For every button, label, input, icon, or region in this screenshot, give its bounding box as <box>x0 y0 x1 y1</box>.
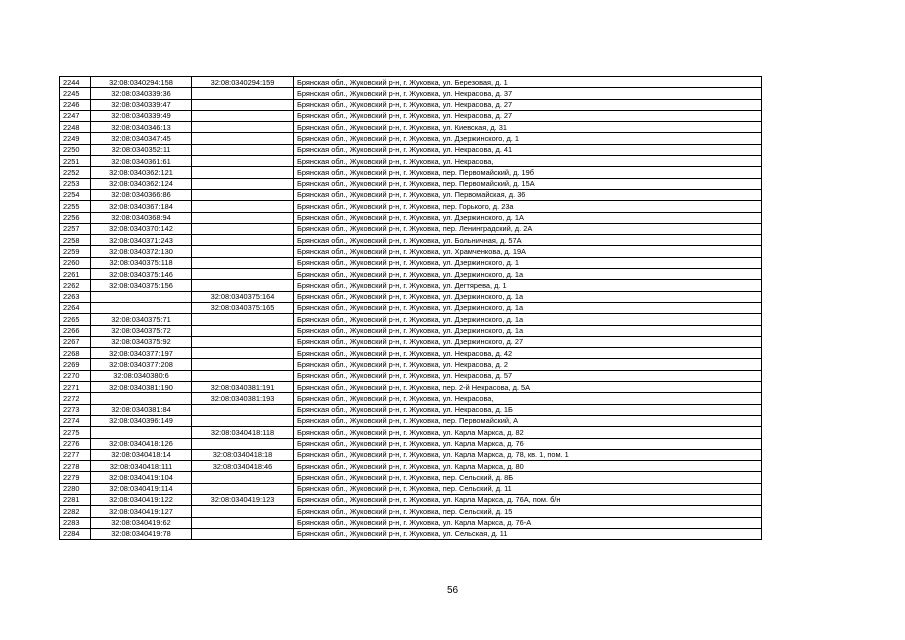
address-cell: Брянская обл., Жуковский р-н, г. Жуковка, ул. Некрасова, <box>294 156 762 167</box>
cadastral-number-cell: 32:08:0340370:142 <box>91 223 192 234</box>
related-cadastral-number-cell <box>192 506 294 517</box>
related-cadastral-number-cell <box>192 314 294 325</box>
cadastral-number-cell: 32:08:0340419:127 <box>91 506 192 517</box>
row-number-cell: 2283 <box>60 517 91 528</box>
related-cadastral-number-cell <box>192 415 294 426</box>
table-row <box>60 348 762 359</box>
address-cell: Брянская обл., Жуковский р-н, г. Жуковка, ул. Киевская, д. 31 <box>294 122 762 133</box>
table-row <box>60 494 762 505</box>
cadastral-number-cell: 32:08:0340381:84 <box>91 404 192 415</box>
related-cadastral-number-cell <box>192 257 294 268</box>
table-row <box>60 472 762 483</box>
cadastral-number-cell <box>91 393 192 404</box>
table-row <box>60 291 762 302</box>
table-row <box>60 370 762 381</box>
related-cadastral-number-cell <box>192 483 294 494</box>
address-cell: Брянская обл., Жуковский р-н, г. Жуковка, ул. Карла Маркса, д. 78, кв. 1, пом. 1 <box>294 449 762 460</box>
row-number-cell: 2261 <box>60 269 91 280</box>
address-cell: Брянская обл., Жуковский р-н, г. Жуковка, ул. Карла Маркса, д. 80 <box>294 461 762 472</box>
cadastral-number-cell: 32:08:0340375:146 <box>91 269 192 280</box>
table-row <box>60 427 762 438</box>
related-cadastral-number-cell <box>192 122 294 133</box>
address-cell: Брянская обл., Жуковский р-н, г. Жуковка, ул. Березовая, д. 1 <box>294 77 762 88</box>
cadastral-number-cell: 32:08:0340375:71 <box>91 314 192 325</box>
cadastral-number-cell: 32:08:0340361:61 <box>91 156 192 167</box>
related-cadastral-number-cell <box>192 404 294 415</box>
table-row <box>60 336 762 347</box>
row-number-cell: 2284 <box>60 528 91 539</box>
related-cadastral-number-cell <box>192 325 294 336</box>
related-cadastral-number-cell: 32:08:0340418:46 <box>192 461 294 472</box>
row-number-cell: 2282 <box>60 506 91 517</box>
address-cell: Брянская обл., Жуковский р-н, г. Жуковка, ул. Дзержинского, д. 1а <box>294 291 762 302</box>
cadastral-number-cell: 32:08:0340396:149 <box>91 415 192 426</box>
row-number-cell: 2252 <box>60 167 91 178</box>
related-cadastral-number-cell <box>192 167 294 178</box>
row-number-cell: 2269 <box>60 359 91 370</box>
cadastral-number-cell: 32:08:0340368:94 <box>91 212 192 223</box>
address-cell: Брянская обл., Жуковский р-н, г. Жуковка, ул. Дегтярева, д. 1 <box>294 280 762 291</box>
related-cadastral-number-cell <box>192 178 294 189</box>
cadastral-number-cell: 32:08:0340375:118 <box>91 257 192 268</box>
cadastral-number-cell: 32:08:0340362:121 <box>91 167 192 178</box>
related-cadastral-number-cell <box>192 472 294 483</box>
cadastral-number-cell: 32:08:0340418:14 <box>91 449 192 460</box>
table-row <box>60 314 762 325</box>
address-cell: Брянская обл., Жуковский р-н, г. Жуковка, ул. Некрасова, д. 2 <box>294 359 762 370</box>
row-number-cell: 2248 <box>60 122 91 133</box>
table-row <box>60 280 762 291</box>
table-row <box>60 269 762 280</box>
row-number-cell: 2246 <box>60 99 91 110</box>
address-cell: Брянская обл., Жуковский р-н, г. Жуковка, ул. Некрасова, д. 1Б <box>294 404 762 415</box>
related-cadastral-number-cell <box>192 336 294 347</box>
table-row <box>60 122 762 133</box>
row-number-cell: 2259 <box>60 246 91 257</box>
related-cadastral-number-cell: 32:08:0340294:159 <box>192 77 294 88</box>
table-row <box>60 257 762 268</box>
row-number-cell: 2247 <box>60 110 91 121</box>
row-number-cell: 2262 <box>60 280 91 291</box>
table-row <box>60 201 762 212</box>
table-row <box>60 506 762 517</box>
row-number-cell: 2279 <box>60 472 91 483</box>
related-cadastral-number-cell: 32:08:0340375:165 <box>192 302 294 313</box>
related-cadastral-number-cell <box>192 269 294 280</box>
cadastral-number-cell: 32:08:0340375:156 <box>91 280 192 291</box>
row-number-cell: 2265 <box>60 314 91 325</box>
cadastral-number-cell: 32:08:0340352:11 <box>91 144 192 155</box>
address-cell: Брянская обл., Жуковский р-н, г. Жуковка, ул. Дзержинского, д. 27 <box>294 336 762 347</box>
address-cell: Брянская обл., Жуковский р-н, г. Жуковка, ул. Карла Маркса, д. 76А, пом. б/н <box>294 494 762 505</box>
row-number-cell: 2254 <box>60 189 91 200</box>
related-cadastral-number-cell: 32:08:0340375:164 <box>192 291 294 302</box>
row-number-cell: 2271 <box>60 382 91 393</box>
related-cadastral-number-cell <box>192 246 294 257</box>
cadastral-number-cell: 32:08:0340339:47 <box>91 99 192 110</box>
cadastral-number-cell: 32:08:0340380:6 <box>91 370 192 381</box>
row-number-cell: 2273 <box>60 404 91 415</box>
cadastral-number-cell: 32:08:0340372:130 <box>91 246 192 257</box>
address-cell: Брянская обл., Жуковский р-н, г. Жуковка, пер. 2-й Некрасова, д. 5А <box>294 382 762 393</box>
row-number-cell: 2258 <box>60 235 91 246</box>
table-row <box>60 178 762 189</box>
related-cadastral-number-cell <box>192 348 294 359</box>
cadastral-number-cell: 32:08:0340377:197 <box>91 348 192 359</box>
cadastral-number-cell: 32:08:0340418:126 <box>91 438 192 449</box>
address-cell: Брянская обл., Жуковский р-н, г. Жуковка, ул. Карла Маркса, д. 76-А <box>294 517 762 528</box>
related-cadastral-number-cell <box>192 99 294 110</box>
address-cell: Брянская обл., Жуковский р-н, г. Жуковка, ул. Дзержинского, д. 1 <box>294 133 762 144</box>
address-cell: Брянская обл., Жуковский р-н, г. Жуковка, ул. Сельская, д. 11 <box>294 528 762 539</box>
row-number-cell: 2266 <box>60 325 91 336</box>
address-cell: Брянская обл., Жуковский р-н, г. Жуковка, пер. Первомайский, А <box>294 415 762 426</box>
table-row <box>60 99 762 110</box>
table-row <box>60 167 762 178</box>
related-cadastral-number-cell <box>192 144 294 155</box>
address-cell: Брянская обл., Жуковский р-н, г. Жуковка, ул. Некрасова, <box>294 393 762 404</box>
related-cadastral-number-cell <box>192 133 294 144</box>
address-cell: Брянская обл., Жуковский р-н, г. Жуковка, ул. Некрасова, д. 27 <box>294 99 762 110</box>
address-cell: Брянская обл., Жуковский р-н, г. Жуковка, ул. Дзержинского, д. 1а <box>294 314 762 325</box>
cadastral-number-cell: 32:08:0340366:86 <box>91 189 192 200</box>
table-row <box>60 415 762 426</box>
cadastral-number-cell <box>91 427 192 438</box>
row-number-cell: 2280 <box>60 483 91 494</box>
table-row <box>60 246 762 257</box>
related-cadastral-number-cell <box>192 370 294 381</box>
row-number-cell: 2251 <box>60 156 91 167</box>
address-cell: Брянская обл., Жуковский р-н, г. Жуковка, ул. Дзержинского, д. 1а <box>294 269 762 280</box>
table-row <box>60 449 762 460</box>
row-number-cell: 2268 <box>60 348 91 359</box>
row-number-cell: 2274 <box>60 415 91 426</box>
row-number-cell: 2255 <box>60 201 91 212</box>
cadastral-number-cell: 32:08:0340367:184 <box>91 201 192 212</box>
address-cell: Брянская обл., Жуковский р-н, г. Жуковка, ул. Некрасова, д. 27 <box>294 110 762 121</box>
related-cadastral-number-cell: 32:08:0340381:191 <box>192 382 294 393</box>
address-cell: Брянская обл., Жуковский р-н, г. Жуковка, пер. Первомайский, д. 15А <box>294 178 762 189</box>
row-number-cell: 2267 <box>60 336 91 347</box>
cadastral-number-cell <box>91 291 192 302</box>
row-number-cell: 2272 <box>60 393 91 404</box>
row-number-cell: 2275 <box>60 427 91 438</box>
related-cadastral-number-cell <box>192 212 294 223</box>
table-row <box>60 359 762 370</box>
cadastral-number-cell: 32:08:0340339:36 <box>91 88 192 99</box>
row-number-cell: 2263 <box>60 291 91 302</box>
cadastral-number-cell <box>91 302 192 313</box>
row-number-cell: 2253 <box>60 178 91 189</box>
related-cadastral-number-cell: 32:08:0340381:193 <box>192 393 294 404</box>
table-row <box>60 223 762 234</box>
related-cadastral-number-cell <box>192 201 294 212</box>
address-cell: Брянская обл., Жуковский р-н, г. Жуковка, ул. Некрасова, д. 37 <box>294 88 762 99</box>
table-row <box>60 382 762 393</box>
row-number-cell: 2245 <box>60 88 91 99</box>
cadastral-number-cell: 32:08:0340381:190 <box>91 382 192 393</box>
table-row <box>60 528 762 539</box>
row-number-cell: 2278 <box>60 461 91 472</box>
cadastral-number-cell: 32:08:0340371:243 <box>91 235 192 246</box>
cadastral-number-cell: 32:08:0340347:45 <box>91 133 192 144</box>
table-row <box>60 325 762 336</box>
table-row <box>60 156 762 167</box>
address-cell: Брянская обл., Жуковский р-н, г. Жуковка, пер. Горького, д. 23а <box>294 201 762 212</box>
table-row <box>60 438 762 449</box>
cadastral-number-cell: 32:08:0340419:104 <box>91 472 192 483</box>
related-cadastral-number-cell: 32:08:0340418:18 <box>192 449 294 460</box>
address-cell: Брянская обл., Жуковский р-н, г. Жуковка, пер. Сельский, д. 11 <box>294 483 762 494</box>
table-row <box>60 144 762 155</box>
cadastral-number-cell: 32:08:0340377:208 <box>91 359 192 370</box>
address-cell: Брянская обл., Жуковский р-н, г. Жуковка, ул. Дзержинского, д. 1А <box>294 212 762 223</box>
related-cadastral-number-cell: 32:08:0340418:118 <box>192 427 294 438</box>
address-cell: Брянская обл., Жуковский р-н, г. Жуковка, ул. Некрасова, д. 57 <box>294 370 762 381</box>
address-cell: Брянская обл., Жуковский р-н, г. Жуковка, ул. Карла Маркса, д. 76 <box>294 438 762 449</box>
address-cell: Брянская обл., Жуковский р-н, г. Жуковка, пер. Сельский, д. 15 <box>294 506 762 517</box>
table-row <box>60 302 762 313</box>
address-cell: Брянская обл., Жуковский р-н, г. Жуковка, ул. Дзержинского, д. 1 <box>294 257 762 268</box>
table-row <box>60 393 762 404</box>
related-cadastral-number-cell <box>192 438 294 449</box>
cadastral-number-cell: 32:08:0340339:49 <box>91 110 192 121</box>
related-cadastral-number-cell <box>192 110 294 121</box>
table-row <box>60 461 762 472</box>
row-number-cell: 2256 <box>60 212 91 223</box>
table-row <box>60 77 762 88</box>
table-row <box>60 483 762 494</box>
related-cadastral-number-cell <box>192 517 294 528</box>
related-cadastral-number-cell <box>192 528 294 539</box>
related-cadastral-number-cell <box>192 156 294 167</box>
cadastral-number-cell: 32:08:0340362:124 <box>91 178 192 189</box>
row-number-cell: 2281 <box>60 494 91 505</box>
address-cell: Брянская обл., Жуковский р-н, г. Жуковка, ул. Некрасова, д. 42 <box>294 348 762 359</box>
address-cell: Брянская обл., Жуковский р-н, г. Жуковка, ул. Некрасова, д. 41 <box>294 144 762 155</box>
table-body <box>60 77 762 540</box>
address-cell: Брянская обл., Жуковский р-н, г. Жуковка, пер. Первомайский, д. 19б <box>294 167 762 178</box>
row-number-cell: 2260 <box>60 257 91 268</box>
cadastral-number-cell: 32:08:0340375:72 <box>91 325 192 336</box>
cadastral-number-cell: 32:08:0340418:111 <box>91 461 192 472</box>
cadastral-number-cell: 32:08:0340375:92 <box>91 336 192 347</box>
row-number-cell: 2276 <box>60 438 91 449</box>
row-number-cell: 2249 <box>60 133 91 144</box>
cadastral-number-cell: 32:08:0340419:62 <box>91 517 192 528</box>
row-number-cell: 2257 <box>60 223 91 234</box>
row-number-cell: 2264 <box>60 302 91 313</box>
related-cadastral-number-cell <box>192 189 294 200</box>
table-row <box>60 517 762 528</box>
row-number-cell: 2270 <box>60 370 91 381</box>
cadastral-number-cell: 32:08:0340294:158 <box>91 77 192 88</box>
address-cell: Брянская обл., Жуковский р-н, г. Жуковка, ул. Больничная, д. 57А <box>294 235 762 246</box>
address-cell: Брянская обл., Жуковский р-н, г. Жуковка, пер. Ленинградский, д. 2А <box>294 223 762 234</box>
table-row <box>60 212 762 223</box>
related-cadastral-number-cell <box>192 280 294 291</box>
cadastral-number-cell: 32:08:0340346:13 <box>91 122 192 133</box>
related-cadastral-number-cell <box>192 235 294 246</box>
registry-table <box>59 76 762 540</box>
cadastral-number-cell: 32:08:0340419:122 <box>91 494 192 505</box>
table-row <box>60 404 762 415</box>
page-number: 56 <box>446 585 459 596</box>
table-row <box>60 235 762 246</box>
related-cadastral-number-cell: 32:08:0340419:123 <box>192 494 294 505</box>
table-row <box>60 110 762 121</box>
address-cell: Брянская обл., Жуковский р-н, г. Жуковка, ул. Дзержинского, д. 1а <box>294 302 762 313</box>
related-cadastral-number-cell <box>192 359 294 370</box>
address-cell: Брянская обл., Жуковский р-н, г. Жуковка, ул. Дзержинского, д. 1а <box>294 325 762 336</box>
address-cell: Брянская обл., Жуковский р-н, г. Жуковка, ул. Первомайская, д. 36 <box>294 189 762 200</box>
cadastral-number-cell: 32:08:0340419:78 <box>91 528 192 539</box>
row-number-cell: 2277 <box>60 449 91 460</box>
table-row <box>60 189 762 200</box>
table-row <box>60 88 762 99</box>
address-cell: Брянская обл., Жуковский р-н, г. Жуковка, пер. Сельский, д. 8Б <box>294 472 762 483</box>
address-cell: Брянская обл., Жуковский р-н, г. Жуковка, ул. Карла Маркса, д. 82 <box>294 427 762 438</box>
row-number-cell: 2250 <box>60 144 91 155</box>
cadastral-number-cell: 32:08:0340419:114 <box>91 483 192 494</box>
related-cadastral-number-cell <box>192 223 294 234</box>
table-row <box>60 133 762 144</box>
address-cell: Брянская обл., Жуковский р-н, г. Жуковка, ул. Храмченкова, д. 19А <box>294 246 762 257</box>
related-cadastral-number-cell <box>192 88 294 99</box>
row-number-cell: 2244 <box>60 77 91 88</box>
